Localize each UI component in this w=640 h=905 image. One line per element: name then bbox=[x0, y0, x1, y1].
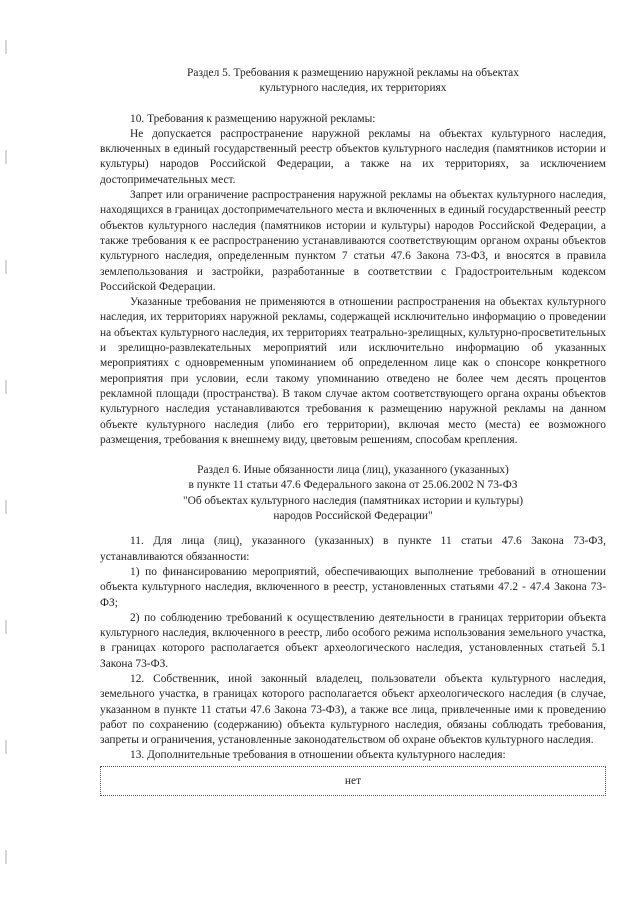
item10-heading: 10. Требования к размещению наружной рекламы: bbox=[130, 112, 376, 125]
item13-value: нет bbox=[344, 774, 362, 787]
item11-sub1: 1) по финансированию мероприятий, обеспечивающих выполнение требований в отношении объекта культурного наследия, включенного в реестр, установленных статьями 47.2 - 47.4 Закона 73-ФЗ; bbox=[100, 565, 606, 609]
item13: 13. Дополнительные требования в отношении объекта культурного наследия: bbox=[130, 749, 506, 762]
item12: 12. Собственник, иной законный владелец, пользователи объекта культурного наследия, земельного участка, в границах которого располагается объект археологического наследия (в случае, указанном в пункте 11 статьи 47.6 Закона 73-ФЗ), а также все лица, привлеченные ими к проведению работ по сохранению (содержанию) объекта культурного наследия, обязаны соблюдать требования, запреты и ограничения, установленные законодательством об охране объектов культурного наследия. bbox=[100, 672, 606, 747]
scan-edge-marks bbox=[5, 0, 7, 905]
item13-value-box bbox=[100, 766, 606, 796]
item11-intro: 11. Для лица (лиц), указанного (указанных) в пункте 11 статьи 47.6 Закона 73-ФЗ, устанавливаются обязанности: bbox=[100, 535, 606, 563]
section5-title-line2: культурного наследия, их территориях bbox=[259, 82, 447, 95]
section6-title-line4: народов Российской Федерации" bbox=[273, 510, 433, 523]
section5-paragraph-2: Запрет или ограничение распространения наружной рекламы на объектах культурного наследия, находящихся в границах достопримечательного места и включенных в единый государственный реестр объектов культурного наследия (памятников истории и культуры) народов Российской Федерации, а также требования к ее распространению устанавливаются соответствующим органом охраны объектов культурного наследия, определенным пунктом 7 статьи 47.6 Закона 73-ФЗ, и вносятся в правила землепользования и застройки, разработанные в соответствии с Градостроительным кодексом Российской Федерации. bbox=[100, 189, 606, 293]
section6-title-line3: "Об объектах культурного наследия (памятниках истории и культуры) bbox=[182, 494, 524, 507]
document-body bbox=[100, 66, 606, 796]
section5-paragraph-3: Указанные требования не применяются в отношении распространения на объектах культурного наследия, их территориях наружной рекламы, содержащей исключительно информацию о проведении на объектах культурного наследия, их территориях театрально-зрелищных, культурно-просветительных и зрелищно-развлекательных мероприятий или исключительно информацию об указанных мероприятиях с одновременным упоминанием об определенном лице как о спонсоре конкретного мероприятия при условии, если такому упоминанию отведено не более чем десять процентов рекламной площади (пространства). В таком случае актом соответствующего органа охраны объектов культурного наследия устанавливаются требования к размещению наружной рекламы на данном объекте культурного наследия (либо его территории), включая место (места) ее возможного размещения, требования к внешнему виду, цветовым решениям, способам крепления. bbox=[100, 296, 606, 446]
section5-title-line1: Раздел 5. Требования к размещению наружной рекламы на объектах bbox=[187, 67, 519, 79]
section5-paragraph-1: Не допускается распространение наружной рекламы на объектах культурного наследия, включенных в единый государственный реестр объектов культурного наследия (памятников истории и культуры) народов Российской Федерации, а также на их территориях, за исключением достопримечательных мест. bbox=[100, 127, 606, 186]
item11-sub2: 2) по соблюдению требований к осуществлению деятельности в границах территории объекта культурного наследия, включенного в реестр, либо особого режима использования земельного участка, в границах которого располагается объект археологического наследия, установленных статьей 5.1 Закона 73-ФЗ. bbox=[100, 611, 606, 670]
section6-title-line2: в пункте 11 статьи 47.6 Федерального закона от 25.06.2002 N 73-ФЗ bbox=[188, 479, 518, 492]
section6-title-line1: Раздел 6. Иные обязанности лица (лиц), указанного (указанных) bbox=[197, 464, 509, 477]
